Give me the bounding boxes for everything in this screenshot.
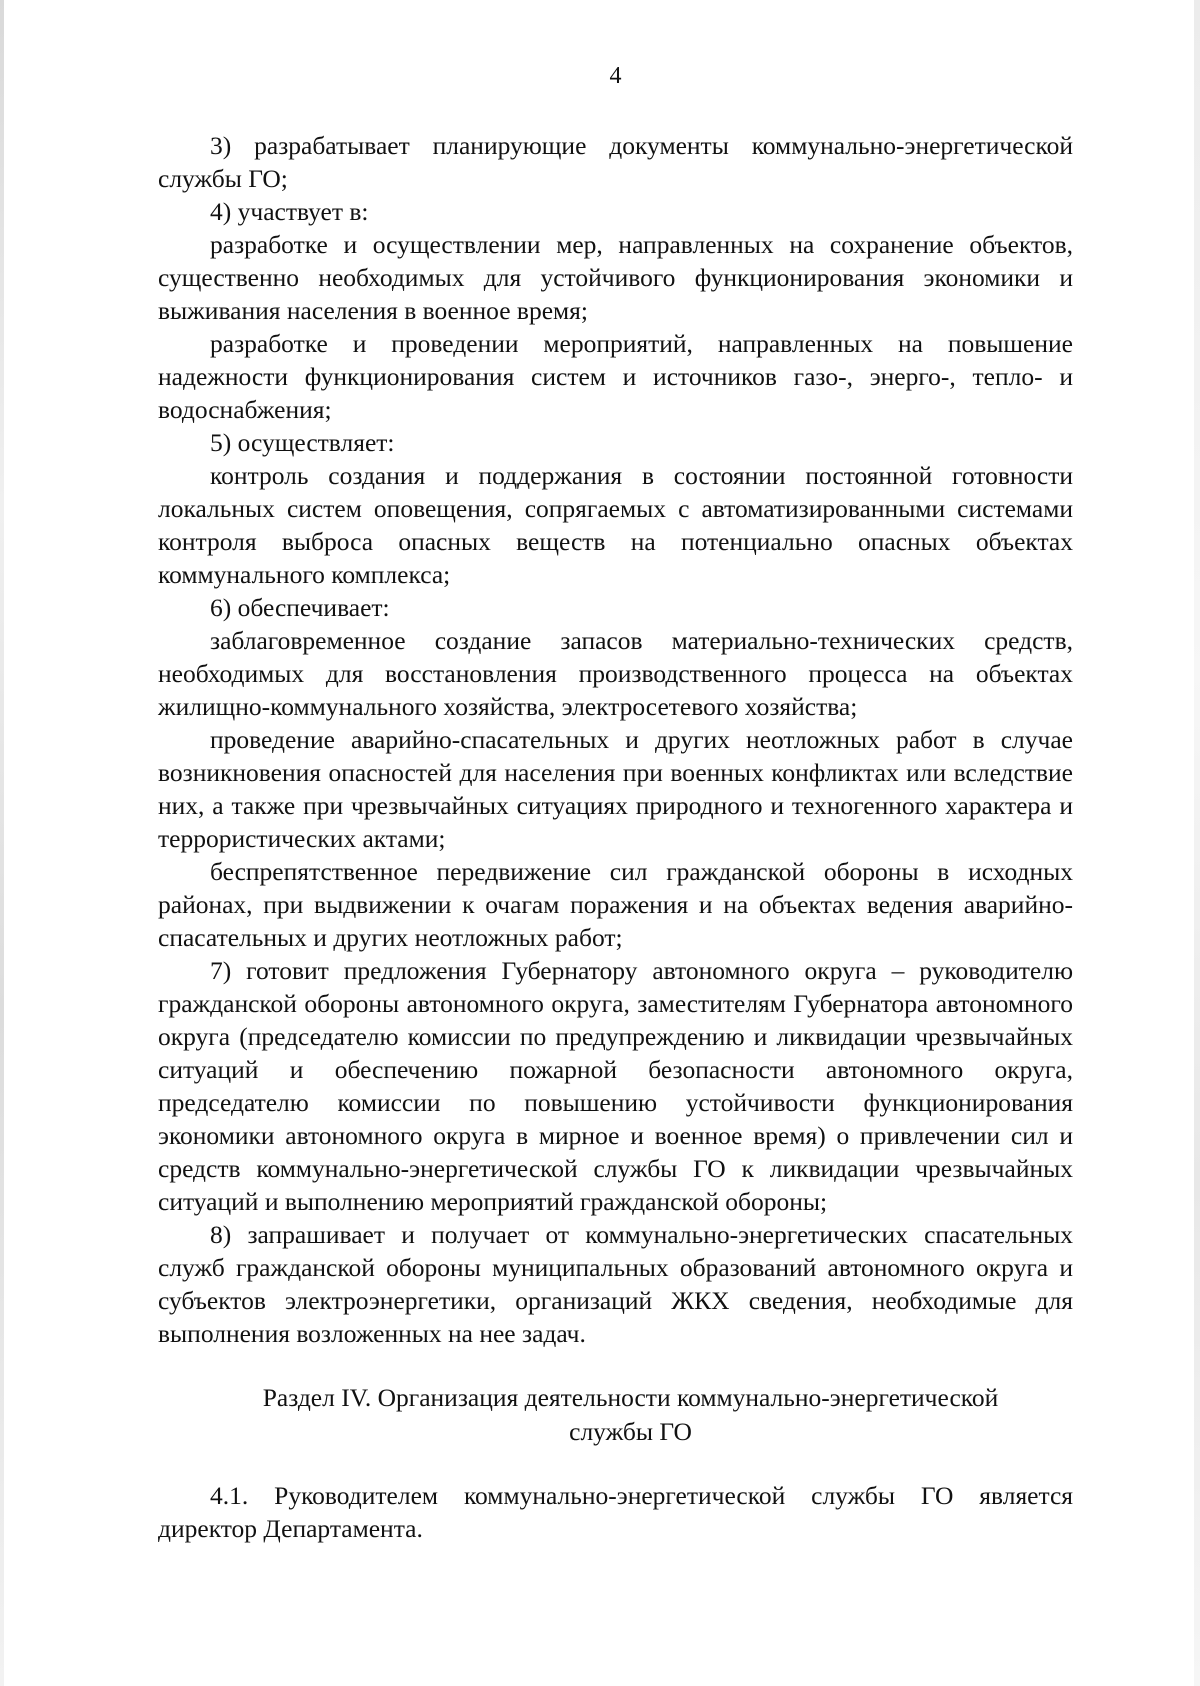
scan-edge-left: [0, 0, 4, 1686]
paragraph: 8) запрашивает и получает от коммунально-энергетических спасательных служб гражданской обороны муниципальных образований автономного округа и субъектов электроэнергетики, организаций ЖКХ сведения, необходимые для выполнения возложенных на нее задач.: [158, 1220, 1073, 1348]
paragraph: 4.1. Руководителем коммунально-энергетической службы ГО является директор Департамента.: [158, 1481, 1073, 1543]
section-title-line-1: Раздел IV. Организация деятельности коммунально-энергетической: [262, 1383, 999, 1412]
page-number: 4: [609, 63, 622, 89]
paragraph: беспрепятственное передвижение сил гражданской обороны в исходных районах, при выдвижении к очагам поражения и на объектах ведения аварийно-спасательных и других неотложных работ;: [158, 857, 1073, 952]
paragraph: 5) осуществляет:: [210, 428, 395, 457]
paragraph: заблаговременное создание запасов материально-технических средств, необходимых для восстановления производственного процесса на объектах жилищно-коммунального хозяйства, электросетевого хозяйства;: [158, 626, 1073, 721]
document-page: [158, 60, 1073, 1545]
paragraph: контроль создания и поддержания в состоянии постоянной готовности локальных систем оповещения, сопрягаемых с автоматизированными системами контроля выброса опасных веществ на потенциально опасных объектах коммунального комплекса;: [158, 461, 1073, 589]
scan-edge-right: [1194, 0, 1200, 1686]
paragraph: проведение аварийно-спасательных и других неотложных работ в случае возникновения опасностей для населения при военных конфликтах или вследствие них, а также при чрезвычайных ситуациях природного и техногенного характера и террористических актами;: [158, 725, 1073, 853]
paragraph: разработке и проведении мероприятий, направленных на повышение надежности функционирования систем и источников газо-, энерго-, тепло- и водоснабжения;: [158, 329, 1073, 424]
section-title-line-2: службы ГО: [569, 1417, 692, 1446]
paragraph: разработке и осуществлении мер, направленных на сохранение объектов, существенно необходимых для устойчивого функционирования экономики и выживания населения в военное время;: [158, 230, 1073, 325]
paragraph: 4) участвует в:: [210, 197, 369, 226]
paragraph: 7) готовит предложения Губернатору автономного округа – руководителю гражданской обороны автономного округа, заместителям Губернатора автономного округа (председателю комиссии по предупреждению и ликвидации чрезвычайных ситуаций и обеспечению пожарной безопасности автономного округа, председателю комиссии по повышению устойчивости функционирования экономики автономного округа в мирное и военное время) о привлечении сил и средств коммунально-энергетической службы ГО к ликвидации чрезвычайных ситуаций и выполнению мероприятий гражданской обороны;: [158, 956, 1073, 1216]
section-title: [158, 1381, 1073, 1449]
paragraph: 6) обеспечивает:: [210, 593, 390, 622]
paragraph: 3) разрабатывает планирующие документы коммунально-энергетической службы ГО;: [158, 131, 1073, 193]
